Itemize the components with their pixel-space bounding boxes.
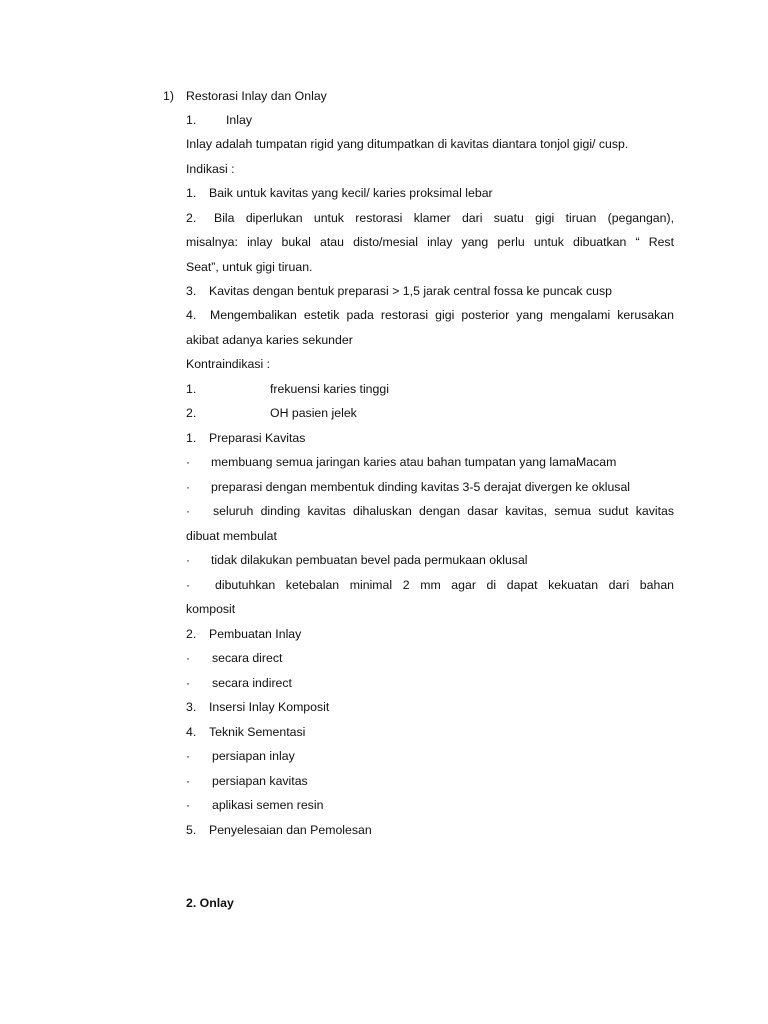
indikasi-4-text: Mengembalikan estetik pada restorasi gigi posterior yang mengalami kerusakan (210, 308, 674, 322)
kontraindikasi-label: Kontraindikasi : (186, 357, 271, 371)
indikasi-2-number: 2. (186, 211, 197, 225)
section-title: Restorasi Inlay dan Onlay (186, 89, 327, 103)
bullet-dot: · (186, 504, 191, 518)
bullet-text: persiapan kavitas (212, 774, 308, 788)
inlay-title: Inlay (226, 113, 252, 127)
bullet-text: aplikasi semen resin (212, 798, 324, 812)
bullet-text-continuation: komposit (186, 602, 236, 616)
indikasi-1-number: 1. (186, 186, 197, 200)
bullet-text: tidak dilakukan pembuatan bevel pada permukaan oklusal (211, 553, 528, 567)
indikasi-2-continuation: misalnya: inlay bukal atau disto/mesial inlay yang perlu untuk dibuatkan “ Rest (186, 235, 674, 249)
step-3-title: Insersi Inlay Komposit (209, 700, 330, 714)
bullet-dot: · (186, 651, 191, 665)
step-1-number: 1. (186, 431, 197, 445)
bullet-text: seluruh dinding kavitas dihaluskan dengan dasar kavitas, semua sudut kavitas (213, 504, 674, 518)
bullet-text: membuang semua jaringan karies atau bahan tumpatan yang lamaMacam (211, 455, 617, 469)
step-4-title: Teknik Sementasi (209, 725, 306, 739)
inlay-number: 1. (186, 113, 197, 127)
kontraindikasi-1-number: 1. (186, 382, 197, 396)
onlay-title: 2. Onlay (186, 896, 234, 910)
indikasi-1-text: Baik untuk kavitas yang kecil/ karies proksimal lebar (209, 186, 493, 200)
bullet-dot: · (186, 774, 191, 788)
step-5-number: 5. (186, 823, 197, 837)
bullet-dot: · (186, 749, 191, 763)
step-3-number: 3. (186, 700, 197, 714)
indikasi-3-text: Kavitas dengan bentuk preparasi > 1,5 jarak central fossa ke puncak cusp (209, 284, 612, 298)
kontraindikasi-2-number: 2. (186, 406, 197, 420)
bullet-dot: · (186, 578, 191, 592)
section-number: 1) (163, 89, 174, 103)
step-1-title: Preparasi Kavitas (209, 431, 306, 445)
indikasi-2-text: Bila diperlukan untuk restorasi klamer dari suatu gigi tiruan (pegangan), (214, 211, 674, 225)
bullet-dot: · (186, 676, 191, 690)
bullet-dot: · (186, 480, 191, 494)
bullet-text: preparasi dengan membentuk dinding kavitas 3-5 derajat divergen ke oklusal (211, 480, 631, 494)
indikasi-2-continuation-2: Seat”, untuk gigi tiruan. (186, 260, 313, 274)
bullet-dot: · (186, 798, 191, 812)
indikasi-3-number: 3. (186, 284, 197, 298)
bullet-text: dibutuhkan ketebalan minimal 2 mm agar di dapat kekuatan dari bahan (215, 578, 674, 592)
indikasi-4-continuation: akibat adanya karies sekunder (186, 333, 353, 347)
bullet-dot: · (186, 455, 191, 469)
inlay-definition: Inlay adalah tumpatan rigid yang ditumpatkan di kavitas diantara tonjol gigi/ cusp. (186, 137, 629, 151)
kontraindikasi-1-text: frekuensi karies tinggi (270, 382, 389, 396)
bullet-dot: · (186, 553, 191, 567)
indikasi-label: Indikasi : (186, 162, 235, 176)
bullet-text: persiapan inlay (212, 749, 295, 763)
step-2-number: 2. (186, 627, 197, 641)
bullet-text-continuation: dibuat membulat (186, 529, 277, 543)
bullet-text: secara direct (212, 651, 283, 665)
step-2-title: Pembuatan Inlay (209, 627, 302, 641)
step-4-number: 4. (186, 725, 197, 739)
step-5-title: Penyelesaian dan Pemolesan (209, 823, 372, 837)
kontraindikasi-2-text: OH pasien jelek (270, 406, 357, 420)
bullet-text: secara indirect (212, 676, 292, 690)
indikasi-4-number: 4. (186, 308, 197, 322)
